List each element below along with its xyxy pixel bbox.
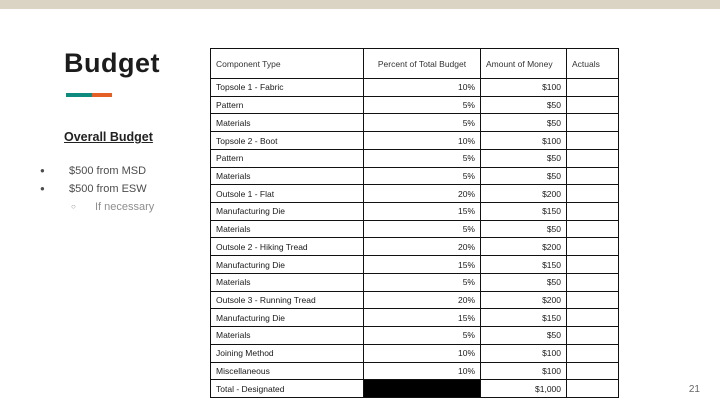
percent-cell: 20% bbox=[364, 291, 481, 309]
actuals-cell bbox=[567, 256, 619, 274]
actuals-cell bbox=[567, 327, 619, 345]
table-row bbox=[211, 149, 619, 167]
actuals-cell bbox=[567, 149, 619, 167]
bullet-icon: ● bbox=[40, 166, 45, 175]
actuals-cell bbox=[567, 167, 619, 185]
percent-cell: 5% bbox=[364, 96, 481, 114]
percent-cell: 10% bbox=[364, 362, 481, 380]
component-cell: Materials bbox=[211, 220, 364, 238]
percent-cell: 5% bbox=[364, 273, 481, 291]
table-row bbox=[211, 132, 619, 150]
amount-cell: $200 bbox=[481, 291, 567, 309]
bullet-list bbox=[40, 162, 220, 216]
bullet-icon: ● bbox=[40, 184, 45, 193]
percent-cell: 20% bbox=[364, 238, 481, 256]
actuals-cell bbox=[567, 185, 619, 203]
actuals-cell bbox=[567, 362, 619, 380]
bullet-item bbox=[40, 180, 220, 198]
actuals-cell bbox=[567, 132, 619, 150]
amount-cell: $150 bbox=[481, 256, 567, 274]
amount-cell: $100 bbox=[481, 132, 567, 150]
percent-cell: 15% bbox=[364, 256, 481, 274]
section-heading: Overall Budget bbox=[64, 130, 153, 144]
component-cell: Outsole 3 - Running Tread bbox=[211, 291, 364, 309]
actuals-cell bbox=[567, 344, 619, 362]
component-cell: Topsole 1 - Fabric bbox=[211, 79, 364, 97]
component-cell: Materials bbox=[211, 167, 364, 185]
table-row bbox=[211, 203, 619, 221]
table-row bbox=[211, 362, 619, 380]
component-cell: Manufacturing Die bbox=[211, 203, 364, 221]
percent-cell: 20% bbox=[364, 185, 481, 203]
column-header-3: Actuals bbox=[567, 49, 619, 79]
table-row bbox=[211, 309, 619, 327]
bullet-item bbox=[71, 198, 220, 216]
header-row bbox=[211, 49, 619, 79]
component-cell: Materials bbox=[211, 273, 364, 291]
table-row bbox=[211, 273, 619, 291]
percent-cell: 5% bbox=[364, 167, 481, 185]
table-row bbox=[211, 96, 619, 114]
page-number: 21 bbox=[688, 384, 700, 395]
budget-table bbox=[210, 48, 619, 398]
table-body bbox=[211, 79, 619, 398]
component-cell: Topsole 2 - Boot bbox=[211, 132, 364, 150]
amount-cell: $50 bbox=[481, 220, 567, 238]
actuals-cell bbox=[567, 79, 619, 97]
percent-cell: 10% bbox=[364, 344, 481, 362]
amount-cell: $50 bbox=[481, 327, 567, 345]
amount-cell: $50 bbox=[481, 114, 567, 132]
table-row bbox=[211, 167, 619, 185]
amount-cell: $100 bbox=[481, 79, 567, 97]
amount-cell: $150 bbox=[481, 309, 567, 327]
amount-cell: $100 bbox=[481, 344, 567, 362]
column-header-1: Percent of Total Budget bbox=[364, 49, 481, 79]
actuals-cell bbox=[567, 220, 619, 238]
component-cell: Manufacturing Die bbox=[211, 256, 364, 274]
bullet-item bbox=[40, 162, 220, 180]
table-row bbox=[211, 291, 619, 309]
table-row bbox=[211, 185, 619, 203]
amount-cell: $200 bbox=[481, 238, 567, 256]
table-row bbox=[211, 238, 619, 256]
top-strip bbox=[0, 0, 720, 9]
percent-cell: 5% bbox=[364, 114, 481, 132]
component-cell: Outsole 1 - Flat bbox=[211, 185, 364, 203]
table-row bbox=[211, 344, 619, 362]
component-cell: Miscellaneous bbox=[211, 362, 364, 380]
column-header-0: Component Type bbox=[211, 49, 364, 79]
table-row bbox=[211, 256, 619, 274]
percent-cell: 5% bbox=[364, 149, 481, 167]
actuals-cell bbox=[567, 273, 619, 291]
title-divider bbox=[66, 93, 112, 97]
divider-orange-segment bbox=[92, 93, 112, 97]
table-header bbox=[211, 49, 619, 79]
percent-cell: 10% bbox=[364, 79, 481, 97]
amount-cell: $50 bbox=[481, 149, 567, 167]
component-cell: Manufacturing Die bbox=[211, 309, 364, 327]
actuals-cell bbox=[567, 238, 619, 256]
component-cell: Materials bbox=[211, 327, 364, 345]
amount-cell: $50 bbox=[481, 273, 567, 291]
sub-bullet-icon: ○ bbox=[71, 202, 76, 211]
component-cell: Total - Designated bbox=[211, 380, 364, 398]
table-row bbox=[211, 380, 619, 398]
percent-cell bbox=[364, 380, 481, 398]
actuals-cell bbox=[567, 309, 619, 327]
budget-table-wrap bbox=[210, 48, 619, 398]
actuals-cell bbox=[567, 96, 619, 114]
slide-title: Budget bbox=[64, 48, 160, 78]
percent-cell: 5% bbox=[364, 327, 481, 345]
table-row bbox=[211, 79, 619, 97]
actuals-cell bbox=[567, 114, 619, 132]
component-cell: Joining Method bbox=[211, 344, 364, 362]
actuals-cell bbox=[567, 380, 619, 398]
table-row bbox=[211, 327, 619, 345]
amount-cell: $1,000 bbox=[481, 380, 567, 398]
amount-cell: $150 bbox=[481, 203, 567, 221]
bullet-text: $500 from ESW bbox=[69, 183, 147, 195]
component-cell: Outsole 2 - Hiking Tread bbox=[211, 238, 364, 256]
divider-teal-segment bbox=[66, 93, 92, 97]
bullet-text: $500 from MSD bbox=[69, 165, 147, 177]
table-row bbox=[211, 220, 619, 238]
percent-cell: 15% bbox=[364, 309, 481, 327]
component-cell: Materials bbox=[211, 114, 364, 132]
amount-cell: $50 bbox=[481, 96, 567, 114]
amount-cell: $200 bbox=[481, 185, 567, 203]
component-cell: Pattern bbox=[211, 149, 364, 167]
component-cell: Pattern bbox=[211, 96, 364, 114]
table-row bbox=[211, 114, 619, 132]
percent-cell: 5% bbox=[364, 220, 481, 238]
actuals-cell bbox=[567, 203, 619, 221]
actuals-cell bbox=[567, 291, 619, 309]
bullet-text: If necessary bbox=[95, 201, 155, 213]
amount-cell: $100 bbox=[481, 362, 567, 380]
amount-cell: $50 bbox=[481, 167, 567, 185]
column-header-2: Amount of Money bbox=[481, 49, 567, 79]
percent-cell: 10% bbox=[364, 132, 481, 150]
percent-cell: 15% bbox=[364, 203, 481, 221]
